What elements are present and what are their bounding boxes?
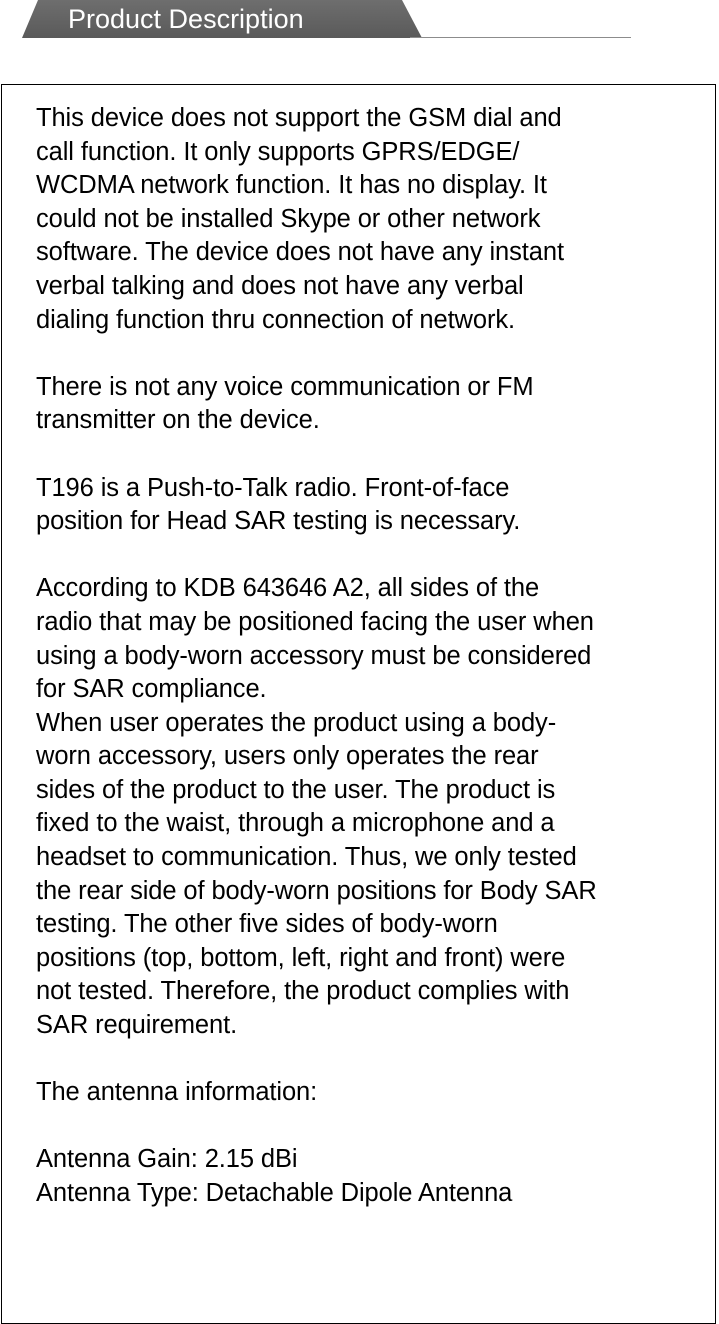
section-title: Product Description [68, 4, 304, 34]
paragraph-body-worn-testing: When user operates the product using a body- worn accessory, users only operates the rear sides of the product to the user. The product is fixed to the waist, through a microphone and a headset to communication. Thus, we only tested the rear side of body-worn positions for Body SAR testing. The other five sides of body-worn positions (top, bottom, left, right and front) were not tested. Therefore, the product complies with SAR requirement. [36, 708, 597, 1040]
paragraph-kdb-requirement: According to KDB 643646 A2, all sides of the radio that may be positioned facing the user when using a body-worn accessory must be considered for SAR compliance. [36, 574, 594, 704]
header-underline [410, 37, 631, 38]
antenna-type: Antenna Type: Detachable Dipole Antenna [36, 1179, 513, 1207]
section-header-tab [22, 0, 422, 38]
paragraph-antenna-heading: The antenna information: [36, 1078, 318, 1107]
paragraph-device-functions: This device does not support the GSM dial and call function. It only supports GPRS/EDGE/ WCDMA network function. It has no display. It could not be installed Skype or other network software. The device does not have any instant verbal talking and does not have any verbal dialing function thru connection of network. [36, 104, 564, 334]
paragraph-push-to-talk: T196 is a Push-to-Talk radio. Front-of-face position for Head SAR testing is necessary. [36, 473, 521, 536]
paragraph-voice-communication: There is not any voice communication or FM transmitter on the device. [36, 372, 534, 435]
antenna-gain: Antenna Gain: 2.15 dBi [36, 1145, 298, 1174]
description-content [36, 102, 688, 1211]
